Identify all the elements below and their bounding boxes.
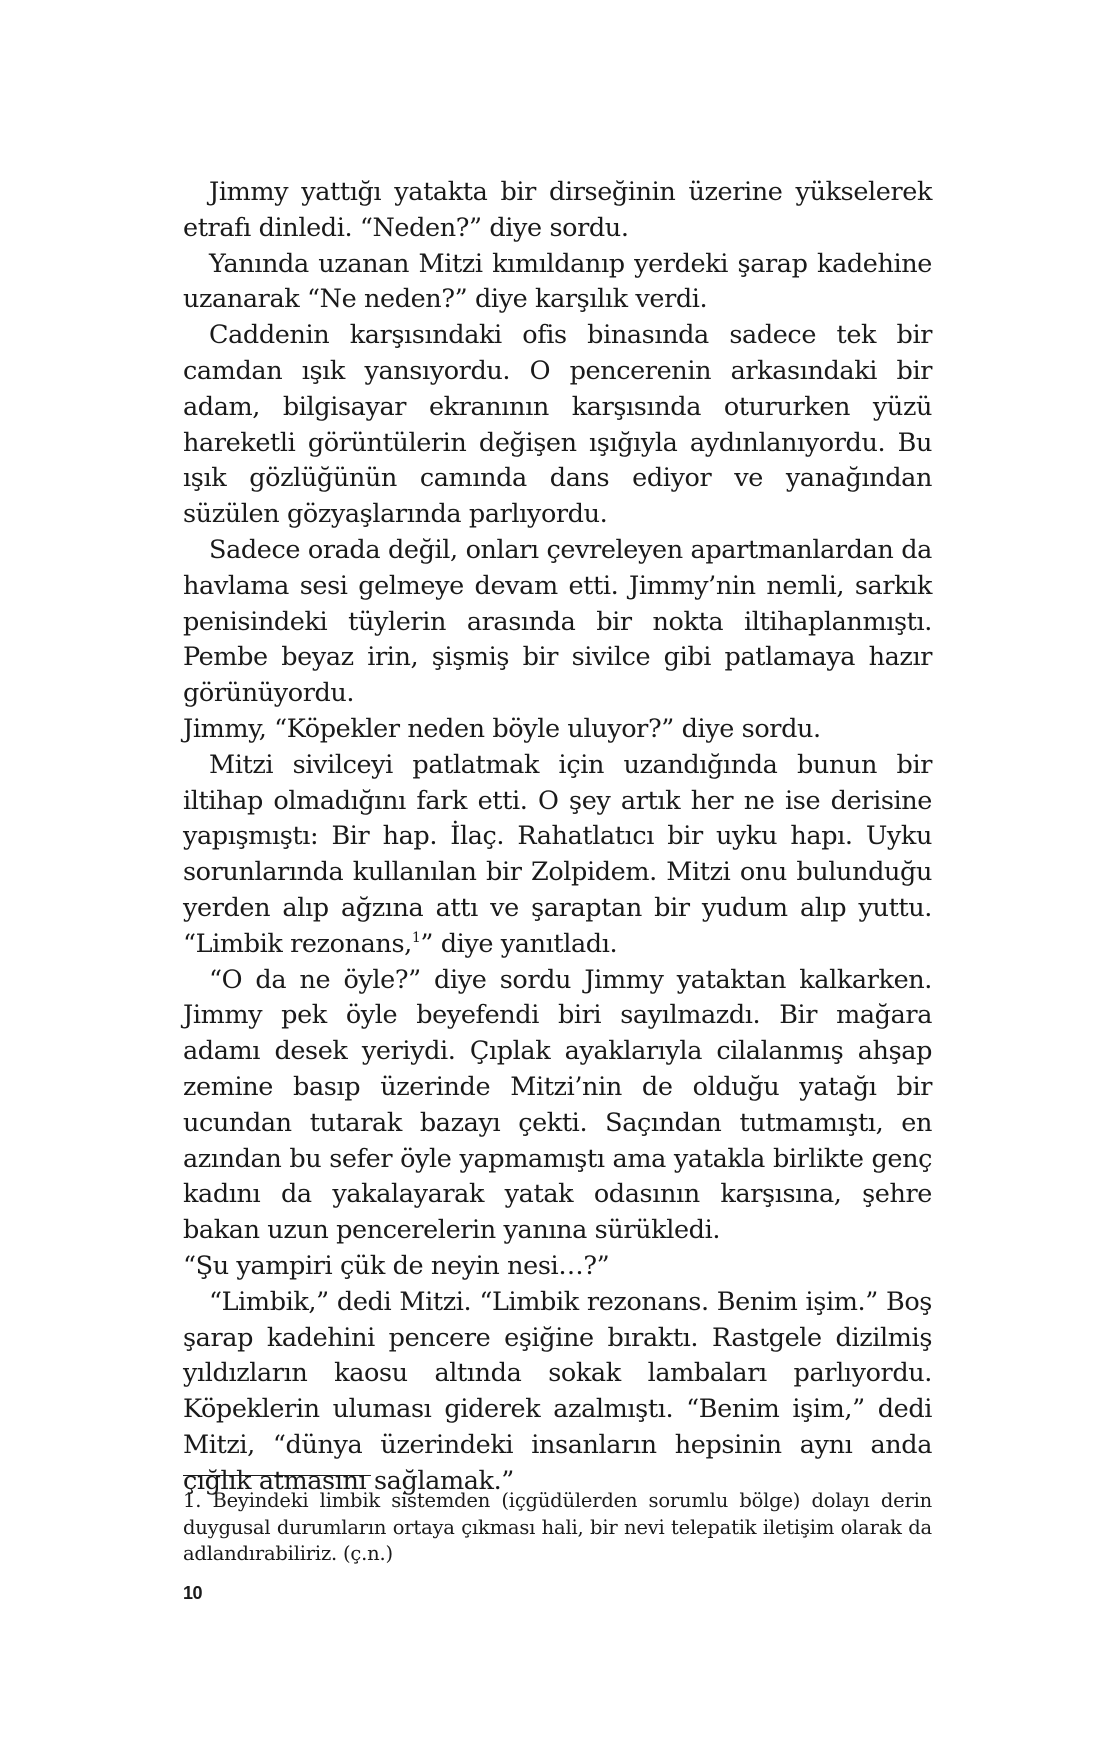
paragraph: Sadece orada değil, onları çevreleyen apartmanlardan da havlama sesi gelmeye devam etti. Jimmy’nin nemli, sarkık penisindeki tüylerin arasında bir nokta iltihaplanmıştı. Pembe beyaz irin, şişmiş bir sivilce gibi patlamaya hazır görünüyordu. (183, 534, 932, 709)
footnote-reference[interactable]: 1 (411, 929, 421, 946)
body-text (183, 175, 932, 1499)
footnote: 1. Beyindeki limbik sistemden (içgüdülerden sorumlu bölge) dolayı derin duygusal durumların ortaya çıkması hali, bir nevi telepatik iletişim olarak da adlandırabiliriz. (ç.n.) (183, 1489, 932, 1565)
page-body (183, 175, 932, 1499)
paragraph: “O da ne öyle?” diye sordu Jimmy yataktan kalkarken. Jimmy pek öyle beyefendi biri sayılmazdı. Bir mağara adamı desek yeriydi. Çıplak ayaklarıyla cilalanmış ahşap zemine basıp üzerinde Mitzi’nin de olduğu yatağı bir ucundan tutarak bazayı çekti. Saçından tutmamıştı, en azından bu sefer öyle yapmamıştı ama yatakla birlikte genç kadını da yakalayarak yatak odasının karşısına, şehre bakan uzun pencerelerin yanına sürükledi. (183, 964, 932, 1246)
paragraph-text: Mitzi sivilceyi patlatmak için uzandığında bunun bir iltihap olmadığını fark etti. O şey artık her ne ise derisine yapışmıştı: Bir hap. İlaç. Rahatlatıcı bir uyku hapı. Uyku sorunlarında kullanılan bir Zolpidem. Mitzi onu bulunduğu yerden alıp ağzına attı ve şaraptan bir yudum alıp yuttu. “Limbik rezonans, (183, 749, 932, 959)
paragraph: Yanında uzanan Mitzi kımıldanıp yerdeki şarap kadehine uzanarak “Ne neden?” diye karşılık verdi. (183, 248, 932, 315)
paragraph: Jimmy, “Köpekler neden böyle uluyor?” diye sordu. (183, 713, 821, 744)
paragraph: Jimmy yattığı yatakta bir dirseğinin üzerine yükselerek etrafı dinledi. “Neden?” diye sordu. (183, 177, 932, 243)
paragraph-text: ” diye yanıtladı. (420, 928, 618, 959)
footnote-divider (183, 1475, 371, 1476)
paragraph (183, 748, 932, 963)
paragraph: “Şu yampiri çük de neyin nesi…?” (183, 1250, 610, 1281)
paragraph: “Limbik,” dedi Mitzi. “Limbik rezonans. Benim işim.” Boş şarap kadehini pencere eşiğine bıraktı. Rastgele dizilmiş yıldızların kaosu altında sokak lambaları parlıyordu. Köpeklerin uluması giderek azalmıştı. “Benim işim,” dedi Mitzi, “dünya üzerindeki insanların hepsinin aynı anda çığlık atmasını sağlamak.” (183, 1286, 932, 1496)
page-number: 10 (183, 1583, 203, 1603)
paragraph: Caddenin karşısındaki ofis binasında sadece tek bir camdan ışık yansıyordu. O pencerenin arkasındaki bir adam, bilgisayar ekranının karşısında otururken yüzü hareketli görüntülerin değişen ışığıyla aydınlanıyordu. Bu ışık gözlüğünün camında dans ediyor ve yanağından süzülen gözyaşlarında parlıyordu. (183, 320, 932, 530)
